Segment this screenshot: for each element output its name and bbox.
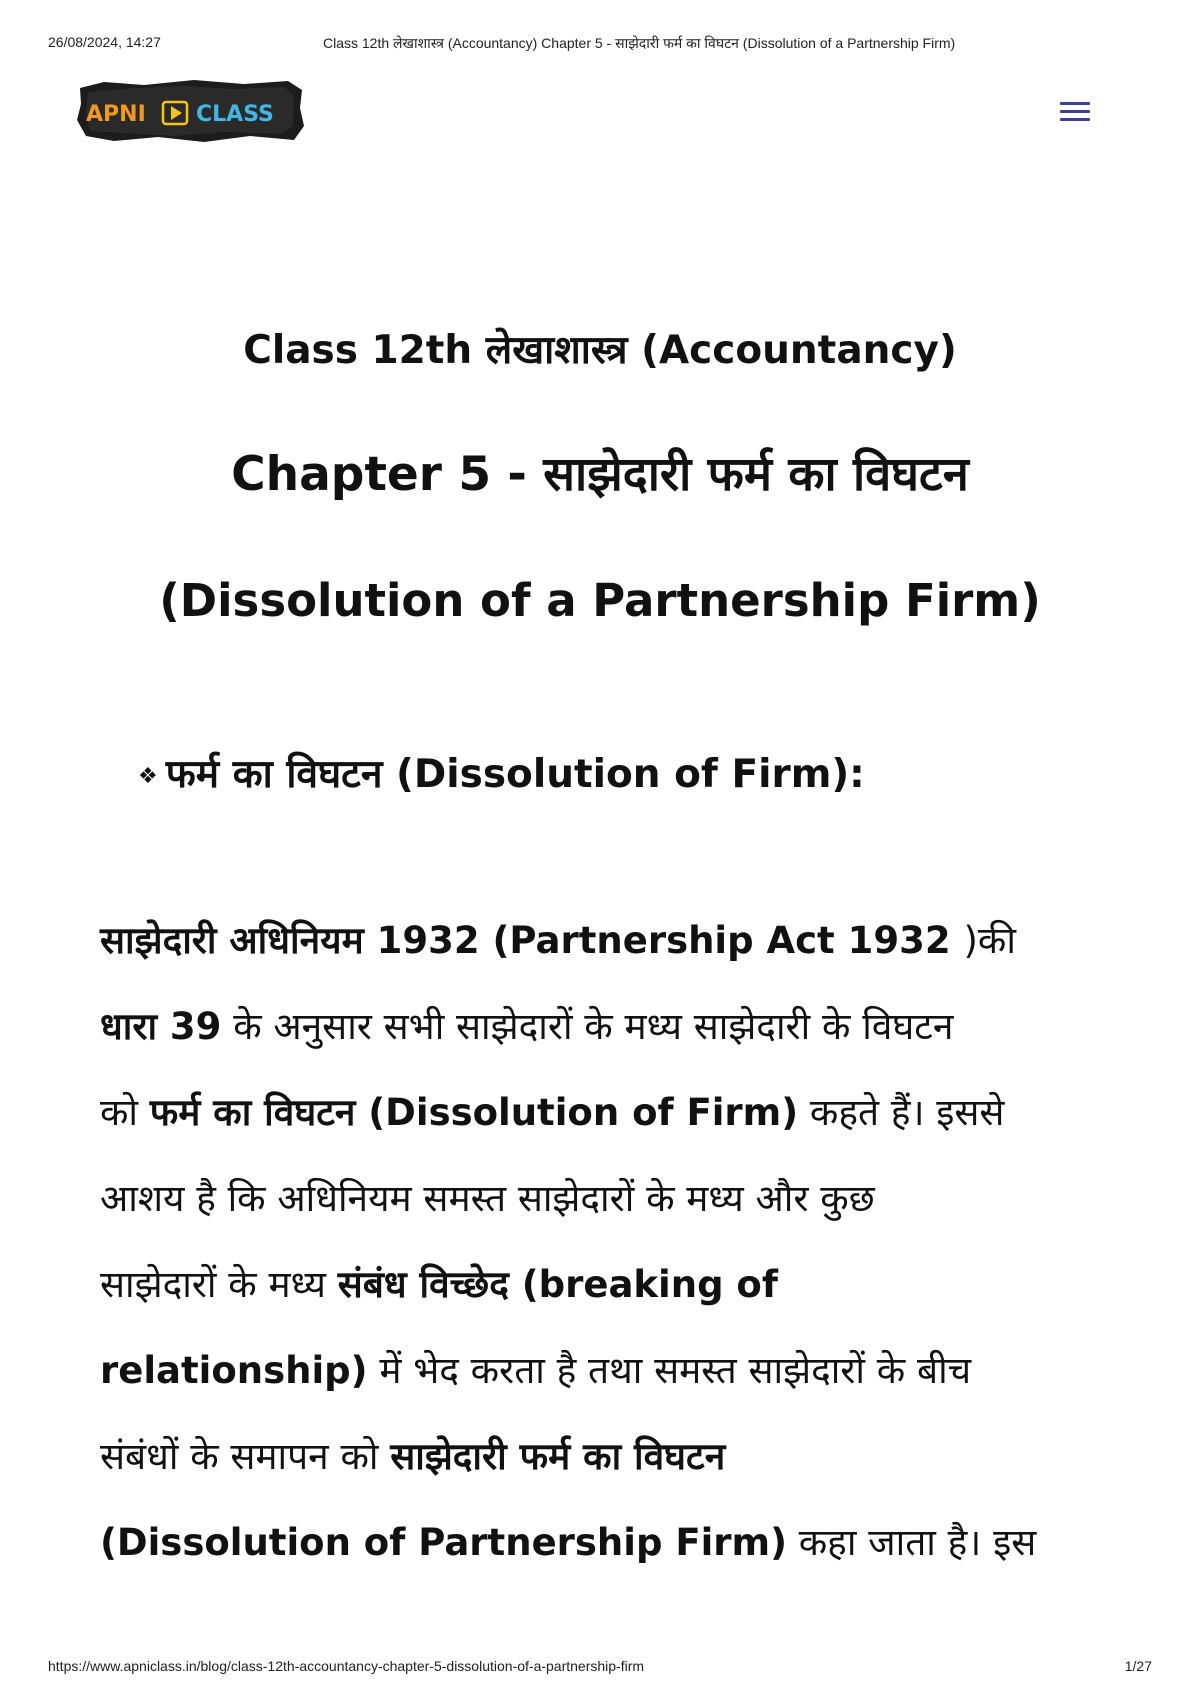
page-number: 1/27	[1124, 1658, 1152, 1674]
paragraph-line	[100, 1085, 1004, 1136]
paragraph-line	[100, 1429, 725, 1480]
section-heading-text: फर्म का विघटन (Dissolution of Firm):	[165, 752, 865, 797]
body-text: में भेद करता है तथा समस्त साझेदारों के बीच	[367, 1349, 972, 1392]
body-text: कहा जाता है। इस	[787, 1521, 1037, 1564]
body-text: आशय है कि अधिनियम समस्त साझेदारों के मध्य और कुछ	[100, 1177, 875, 1220]
print-header	[48, 34, 1152, 54]
print-document-title: Class 12th लेखाशास्त्र (Accountancy) Chapter 5 - साझेदारी फर्म का विघटन (Dissolution of a Partnership Firm)	[323, 35, 956, 51]
menu-bar	[1060, 102, 1090, 105]
print-date: 26/08/2024, 14:27	[48, 34, 161, 50]
menu-bar	[1060, 110, 1090, 113]
bold-text: साझेदारी फर्म का विघटन	[390, 1435, 726, 1478]
body-text: को	[100, 1091, 150, 1134]
logo-graphic	[74, 76, 306, 146]
paragraph-line	[100, 999, 953, 1050]
body-text: साझेदारों के मध्य	[100, 1263, 338, 1306]
apni-class-logo[interactable]	[74, 76, 306, 146]
hamburger-menu-icon[interactable]	[1060, 102, 1090, 126]
paragraph-line	[100, 1257, 778, 1308]
paragraph-line	[100, 1343, 971, 1394]
body-text: )की	[963, 919, 1016, 962]
page-title-line-2: Chapter 5 - साझेदारी फर्म का विघटन	[231, 447, 969, 502]
menu-bar	[1060, 118, 1090, 121]
bold-text: धारा 39	[100, 1005, 222, 1048]
body-text: संबंधों के समापन को	[100, 1435, 391, 1478]
bold-text: (Dissolution of Partnership Firm)	[100, 1521, 787, 1564]
body-text: कहते हैं। इससे	[798, 1091, 1005, 1134]
body-text: के अनुसार सभी साझेदारों के मध्य साझेदारी के विघटन	[221, 1005, 954, 1048]
page-title-line-1: Class 12th लेखाशास्त्र (Accountancy)	[243, 328, 957, 373]
section-heading	[138, 746, 865, 799]
bold-text: संबंध विच्छेद (breaking of	[337, 1263, 778, 1306]
bold-text: साझेदारी अधिनियम 1932 (Partnership Act 1932	[100, 919, 964, 962]
bold-text: फर्म का विघटन (Dissolution of Firm)	[149, 1091, 799, 1134]
diamond-bullet-icon: ❖	[138, 764, 158, 789]
logo-text-right: CLASS	[196, 102, 274, 127]
bold-text: relationship)	[100, 1349, 368, 1392]
paragraph-line	[100, 1515, 1036, 1566]
print-footer	[48, 1658, 1152, 1678]
paragraph-line	[100, 1171, 875, 1222]
paragraph-line	[100, 913, 1016, 964]
page-title-line-3: (Dissolution of a Partnership Firm)	[159, 574, 1041, 627]
logo-text-left: APNI	[86, 102, 146, 127]
page-url[interactable]: https://www.apniclass.in/blog/class-12th-accountancy-chapter-5-dissolution-of-a-partnership-firm	[48, 1658, 645, 1674]
